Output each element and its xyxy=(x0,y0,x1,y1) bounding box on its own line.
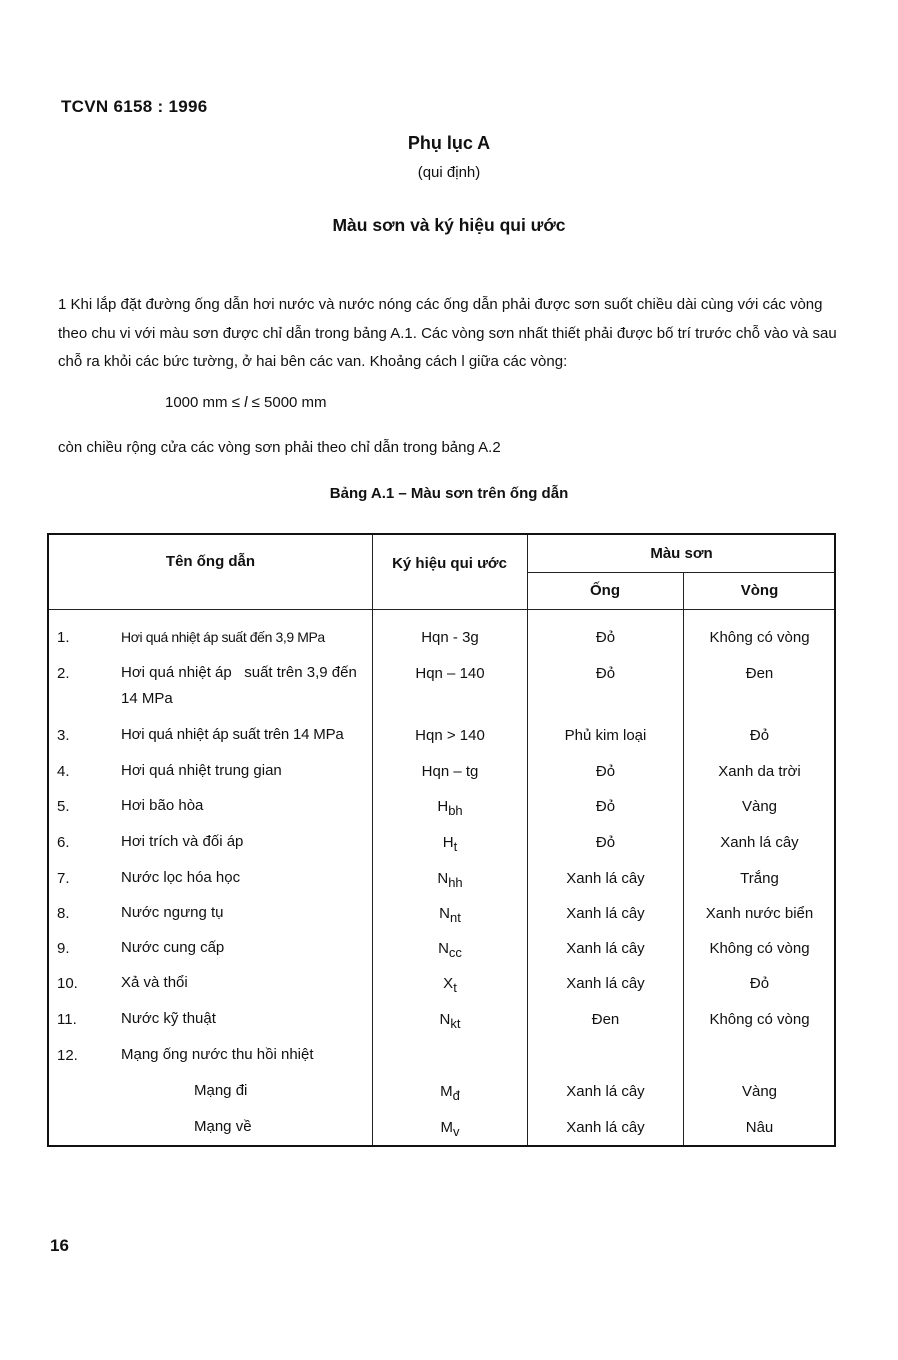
spacing-formula xyxy=(165,394,327,411)
symbol-main: X xyxy=(443,975,454,992)
ring-color: Không có vòng xyxy=(709,1011,810,1028)
symbol-main: Hqn - 3g xyxy=(421,629,479,646)
pipe-color: Xanh lá cây xyxy=(566,870,645,887)
symbol-subscript: t xyxy=(453,980,457,995)
pipe-symbol xyxy=(373,1011,527,1031)
annex-title: Phụ lục A xyxy=(407,133,491,153)
pipe-name: Hơi quá nhiệt áp suất đến 3,9 MPa xyxy=(121,629,325,645)
annex-heading: Màu sơn và ký hiệu qui ước xyxy=(332,215,566,235)
symbol-subscript: cc xyxy=(448,945,462,960)
symbol-subscript: hh xyxy=(448,875,463,890)
pipe-name: Hơi quá nhiệt áp suất trên 3,9 đến 14 MPa xyxy=(121,664,361,707)
symbol-main: N xyxy=(438,940,449,957)
pipe-name: Xả và thổi xyxy=(121,974,188,991)
pipe-name: Mạng ống nước thu hồi nhiệt xyxy=(121,1046,314,1063)
pipe-name: Hơi bão hòa xyxy=(121,797,204,814)
ring-color: Vàng xyxy=(741,798,778,815)
formula-variable: l xyxy=(244,394,248,411)
pipe-symbol xyxy=(373,975,527,995)
ring-color: Xanh lá cây xyxy=(720,834,799,851)
pipe-symbol xyxy=(373,1083,527,1103)
symbol-main: Hqn – tg xyxy=(421,763,479,780)
table-divider xyxy=(683,573,684,1145)
header-symbol: Ký hiệu qui ước xyxy=(392,555,507,572)
ring-color: Không có vòng xyxy=(709,940,810,957)
symbol-subscript: nt xyxy=(450,910,461,925)
ring-color: Không có vòng xyxy=(709,629,810,646)
pipe-name: Nước kỹ thuật xyxy=(121,1010,216,1027)
header-pipe: Ống xyxy=(590,582,620,599)
ring-color: Nâu xyxy=(745,1119,774,1136)
ring-color: Đỏ xyxy=(749,975,770,992)
row-number: 11. xyxy=(57,1011,77,1028)
annex-subtitle: (qui định) xyxy=(417,164,481,181)
header-paint-color: Màu sơn xyxy=(650,545,713,562)
pipe-name: Hơi quá nhiệt trung gian xyxy=(121,762,282,779)
ring-color: Vàng xyxy=(741,1083,778,1100)
row-number: 2. xyxy=(57,665,70,682)
formula-left: 1000 mm ≤ xyxy=(165,394,245,411)
pipe-color: Đỏ xyxy=(595,665,616,682)
symbol-main: Hqn – 140 xyxy=(415,665,485,682)
row-number: 5. xyxy=(57,798,70,815)
pipe-name: Nước cung cấp xyxy=(121,939,225,956)
row-number: 8. xyxy=(57,905,70,922)
pipe-color: Phủ kim loại xyxy=(564,727,647,744)
pipe-color: Đỏ xyxy=(595,763,616,780)
ring-color: Xanh nước biển xyxy=(705,905,814,922)
pipe-name: Hơi quá nhiệt áp suất trên 14 MPa xyxy=(121,726,344,743)
row-number: 10. xyxy=(57,975,78,992)
pipe-name: Mạng đi xyxy=(194,1082,248,1099)
paint-color-table xyxy=(47,533,836,1147)
pipe-color: Xanh lá cây xyxy=(566,905,645,922)
row-number: 9. xyxy=(57,940,70,957)
pipe-color: Xanh lá cây xyxy=(566,940,645,957)
ring-color: Đỏ xyxy=(749,727,770,744)
pipe-symbol xyxy=(373,665,527,685)
symbol-main: N xyxy=(439,1011,451,1028)
pipe-symbol xyxy=(373,870,527,890)
symbol-main: N xyxy=(437,870,449,887)
symbol-subscript: t xyxy=(453,839,458,854)
ring-color: Đen xyxy=(745,665,774,682)
pipe-color: Đen xyxy=(591,1011,620,1028)
symbol-main: N xyxy=(439,905,450,922)
symbol-main: M xyxy=(440,1083,453,1100)
row-number: 12. xyxy=(57,1047,78,1064)
symbol-main: H xyxy=(442,834,454,851)
table-caption: Bảng A.1 – Màu sơn trên ống dẫn xyxy=(329,485,569,502)
pipe-color: Đỏ xyxy=(595,834,616,851)
pipe-color: Xanh lá cây xyxy=(566,1119,645,1136)
symbol-main: Hqn > 140 xyxy=(415,727,485,744)
ring-color: Trắng xyxy=(740,870,779,887)
table-header-divider xyxy=(49,609,834,610)
pipe-symbol xyxy=(373,763,527,783)
paragraph-1: 1 Khi lắp đặt đường ống dẫn hơi nước và nước nóng các ống dẫn phải được sơn suốt chiều dài cùng với các vòng theo chu vi với màu sơn được chỉ dẫn trong bảng A.1. Các vòng sơn nhất thiết phải được bố trí trước chỗ vào và sau chỗ ra khỏi các bức tường, ở hai bên các van. Khoảng cách l giữa các vòng: xyxy=(58,296,837,370)
row-number: 1. xyxy=(57,629,70,646)
header-ring: Vòng xyxy=(740,582,779,599)
pipe-symbol xyxy=(373,727,527,747)
symbol-subscript: bh xyxy=(448,803,463,818)
pipe-color: Đỏ xyxy=(595,798,616,815)
pipe-name: Hơi trích và đối áp xyxy=(121,833,244,850)
row-number: 3. xyxy=(57,727,70,744)
pipe-symbol xyxy=(373,1119,527,1139)
symbol-main: M xyxy=(440,1119,453,1136)
pipe-color: Xanh lá cây xyxy=(566,975,645,992)
row-number: 4. xyxy=(57,763,70,780)
symbol-subscript: kt xyxy=(450,1016,461,1031)
pipe-name: Mạng về xyxy=(194,1118,252,1135)
page-number: 16 xyxy=(50,1236,69,1255)
symbol-subscript: v xyxy=(453,1124,460,1139)
row-number: 6. xyxy=(57,834,70,851)
pipe-symbol xyxy=(373,940,527,960)
pipe-name: Nước lọc hóa học xyxy=(121,869,241,886)
paragraph-2: còn chiều rộng cửa các vòng sơn phải theo chỉ dẫn trong bảng A.2 xyxy=(58,439,501,456)
ring-color: Xanh da trời xyxy=(718,763,801,780)
pipe-color: Đỏ xyxy=(595,629,616,646)
symbol-main: H xyxy=(437,798,449,815)
pipe-name: Nước ngưng tụ xyxy=(121,904,224,921)
formula-right: ≤ 5000 mm xyxy=(247,394,327,411)
pipe-symbol xyxy=(373,629,527,649)
symbol-subscript: đ xyxy=(452,1088,460,1103)
pipe-symbol xyxy=(373,798,527,818)
standard-code: TCVN 6158 : 1996 xyxy=(61,97,208,116)
pipe-color: Xanh lá cây xyxy=(566,1083,645,1100)
pipe-symbol xyxy=(373,834,527,854)
table-divider xyxy=(527,572,834,573)
row-number: 7. xyxy=(57,870,70,887)
header-pipe-name: Tên ống dẫn xyxy=(165,553,256,570)
pipe-symbol xyxy=(373,905,527,925)
